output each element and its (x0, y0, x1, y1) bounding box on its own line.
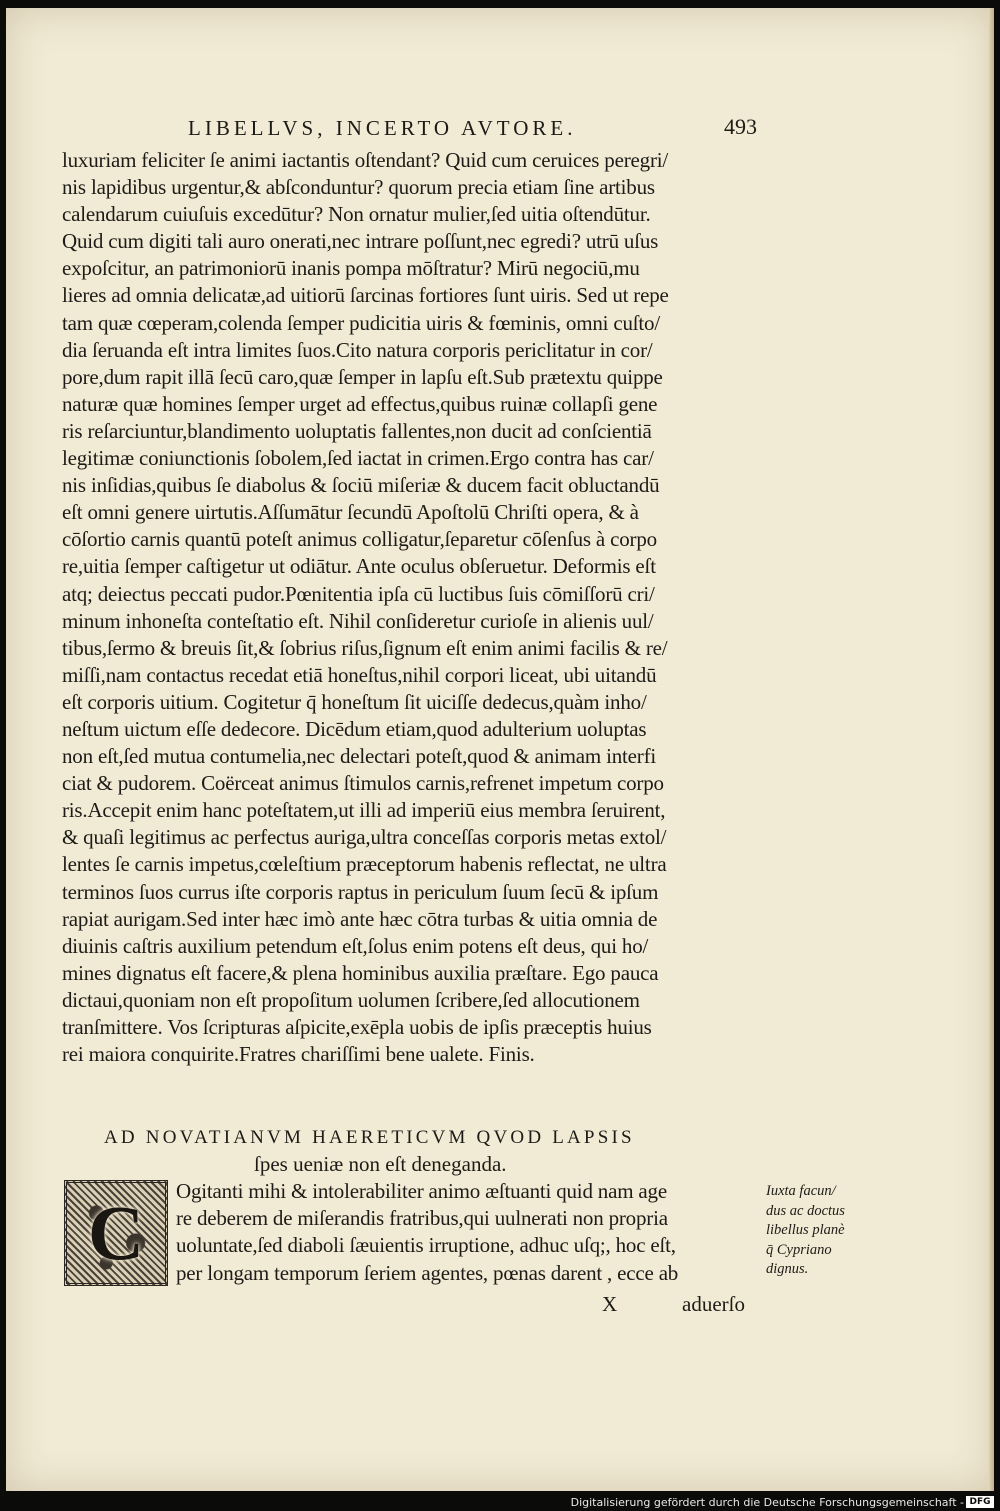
second-text-block (176, 1178, 766, 1287)
text-line: luxuriam feliciter ſe animi iactantis oſtendant? Quid cum ceruices peregri/ (62, 148, 669, 172)
text-line: uoluntate,ſed diaboli ſæuientis irruptione, adhuc uſq;, hoc eſt, (176, 1233, 676, 1258)
digitization-footer (0, 1494, 1000, 1511)
text-line: cōſortio carnis quantū poteſt animus colligatur,ſeparetur cōſenſus à corpo (62, 527, 657, 552)
text-line: Ogitanti mihi & intolerabiliter animo æſtuanti quid nam age (176, 1179, 667, 1203)
text-line: atq; deiectus peccati pudor.Pœnitentia ipſa cū luctibus ſuis cōmiſſorū cri/ (62, 581, 655, 606)
catchword: aduerſo (682, 1292, 745, 1316)
section-heading-line-2: ſpes ueniæ non eſt deneganda. (254, 1152, 507, 1176)
section-heading (104, 1124, 764, 1178)
text-line: Quid cum digiti tali auro onerati,nec intrare poſſunt,nec egredi? utrū uſus (62, 229, 659, 254)
text-line: tranſmittere. Vos ſcripturas aſpicite,exēpla uobis de ipſis præceptis huius (62, 1015, 652, 1039)
marginal-note (766, 1182, 876, 1280)
decorated-initial (64, 1180, 168, 1286)
text-line: legitimæ coniunctionis ſobolem,ſed iactat in crimen.Ergo contra has car/ (62, 446, 654, 471)
footer-credit: Digitalisierung gefördert durch die Deutsche Forschungsgemeinschaft - (570, 1496, 964, 1509)
text-line: ciat & pudorem. Coërceat animus ſtimulos carnis,refrenet impetum corpo (62, 771, 664, 796)
text-line: re,uitia ſemper caſtigetur ut odiātur. Ante oculus obſeruetur. Deformis eſt (62, 554, 656, 579)
text-line: lieres ad omnia delicatæ,ad uitiorū ſarcinas fortiores ſunt uiris. Sed ut repe (62, 283, 669, 308)
text-line: dia ſeruanda eſt intra limites ſuos.Cito natura corporis periclitatur in cor/ (62, 337, 653, 362)
marginal-note-line: Iuxta facun/ (766, 1183, 836, 1199)
dfg-logo: DFG (966, 1496, 994, 1508)
marginal-note-line: libellus planè (766, 1222, 845, 1238)
text-line: ris reſarciuntur,blandimento uoluptatis fallentes,non ducit ad conſcientiā (62, 418, 652, 443)
text-line: rei maiora conquirite.Fratres chariſſimi bene ualete. Finis. (62, 1042, 535, 1067)
text-line: diuinis caſtris auxilium petendum eſt,ſolus enim potens eſt deus, qui ho/ (62, 933, 649, 958)
section-heading-line-1: AD NOVATIANVM HAERETICVM QVOD LAPSIS (104, 1127, 635, 1148)
text-line: naturæ quæ homines ſemper urget ad effectus,quibus ruinæ collapſi gene (62, 391, 658, 416)
running-head: LIBELLVS, INCERTO AVTORE. (188, 116, 577, 140)
marginal-note-line: q̄ Cypriano (766, 1241, 832, 1258)
marginal-note-line: dus ac doctus (766, 1202, 845, 1219)
text-line: expoſcitur, an patrimoniorū inanis pompa mōſtratur? Mirū negociū,mu (62, 256, 640, 281)
text-line: ris.Accepit enim hanc poteſtatem,ut illi ad imperiū eius membra ſeruirent, (62, 798, 666, 823)
text-line: rapiat aurigam.Sed inter hæc imò ante hæc cōtra turbas & uitia omnia de (62, 906, 658, 931)
text-line: nis lapidibus urgentur,& abſconduntur? quorum precia etiam ſine artibus (62, 175, 655, 200)
text-line: minum inhoneſta conteſtatio eſt. Nihil conſideretur curioſe in alienis uul/ (62, 608, 654, 633)
page-number: 493 (724, 114, 757, 139)
text-line: neſtum uictum eſſe dedecore. Dicēdum etiam,quod adulterium uoluptas (62, 716, 647, 741)
initial-letter: C (87, 1189, 145, 1276)
text-line: tibus,ſermo & breuis ſit,& ſobrius riſus,ſignum eſt enim animi facilis & re/ (62, 635, 668, 660)
marginal-note-line: dignus. (766, 1261, 809, 1277)
text-line: nis inſidias,quibus ſe diabolus & ſociū miſeriæ & ducem facit obluctandū (62, 473, 660, 498)
text-line: re deberem de miſerandis fratribus,qui uulnerati non propria (176, 1206, 668, 1231)
text-line: terminos ſuos currus iſte corporis raptus in periculum ſuum ſecū & ipſum (62, 879, 659, 904)
text-line: eſt omni genere uirtutis.Aſſumātur ſecundū Apoſtolū Chriſti opera, & à (62, 500, 639, 525)
text-line: per longam temporum ſeriem agentes, pœnas darent , ecce ab (176, 1260, 679, 1285)
text-line: calendarum cuiuſuis excedūtur? Non ornatur mulier,ſed uitia oſtendūtur. (62, 202, 651, 227)
page-edge (988, 8, 994, 1491)
text-line: & quaſi legitimus ac perfectus auriga,ultra conceſſas corporis metas extol/ (62, 825, 667, 850)
text-line: miſſi,nam contactus recedat etiā honeſtus,nihil corpori liceat, ubi uitandū (62, 662, 657, 687)
text-line: non eſt,ſed mutua contumelia,nec delectari poteſt,quod & animam interfi (62, 744, 657, 769)
text-line: tam quæ cœperam,colenda ſemper pudicitia uiris & fœminis, omni cuſto/ (62, 310, 660, 335)
text-line: pore,dum rapit illā ſecū caro,quæ ſemper in lapſu eſt.Sub prætextu quippe (62, 364, 663, 389)
text-line: dictaui,quoniam non eſt propoſitum uolumen ſcribere,ſed allocutionem (62, 987, 640, 1012)
main-text-block (62, 147, 762, 1068)
text-line: mines dignatus eſt facere,& plena hominibus auxilia præſtare. Ego pauca (62, 960, 659, 985)
text-line: lentes ſe carnis impetus,cœleſtium præceptorum habenis reflectat, ne ultra (62, 852, 667, 877)
signature-mark: X (602, 1292, 618, 1316)
text-line: eſt corporis uitium. Cogitetur q̄ honeſtum ſit uiciſſe dedecus,quàm inho/ (62, 689, 647, 714)
